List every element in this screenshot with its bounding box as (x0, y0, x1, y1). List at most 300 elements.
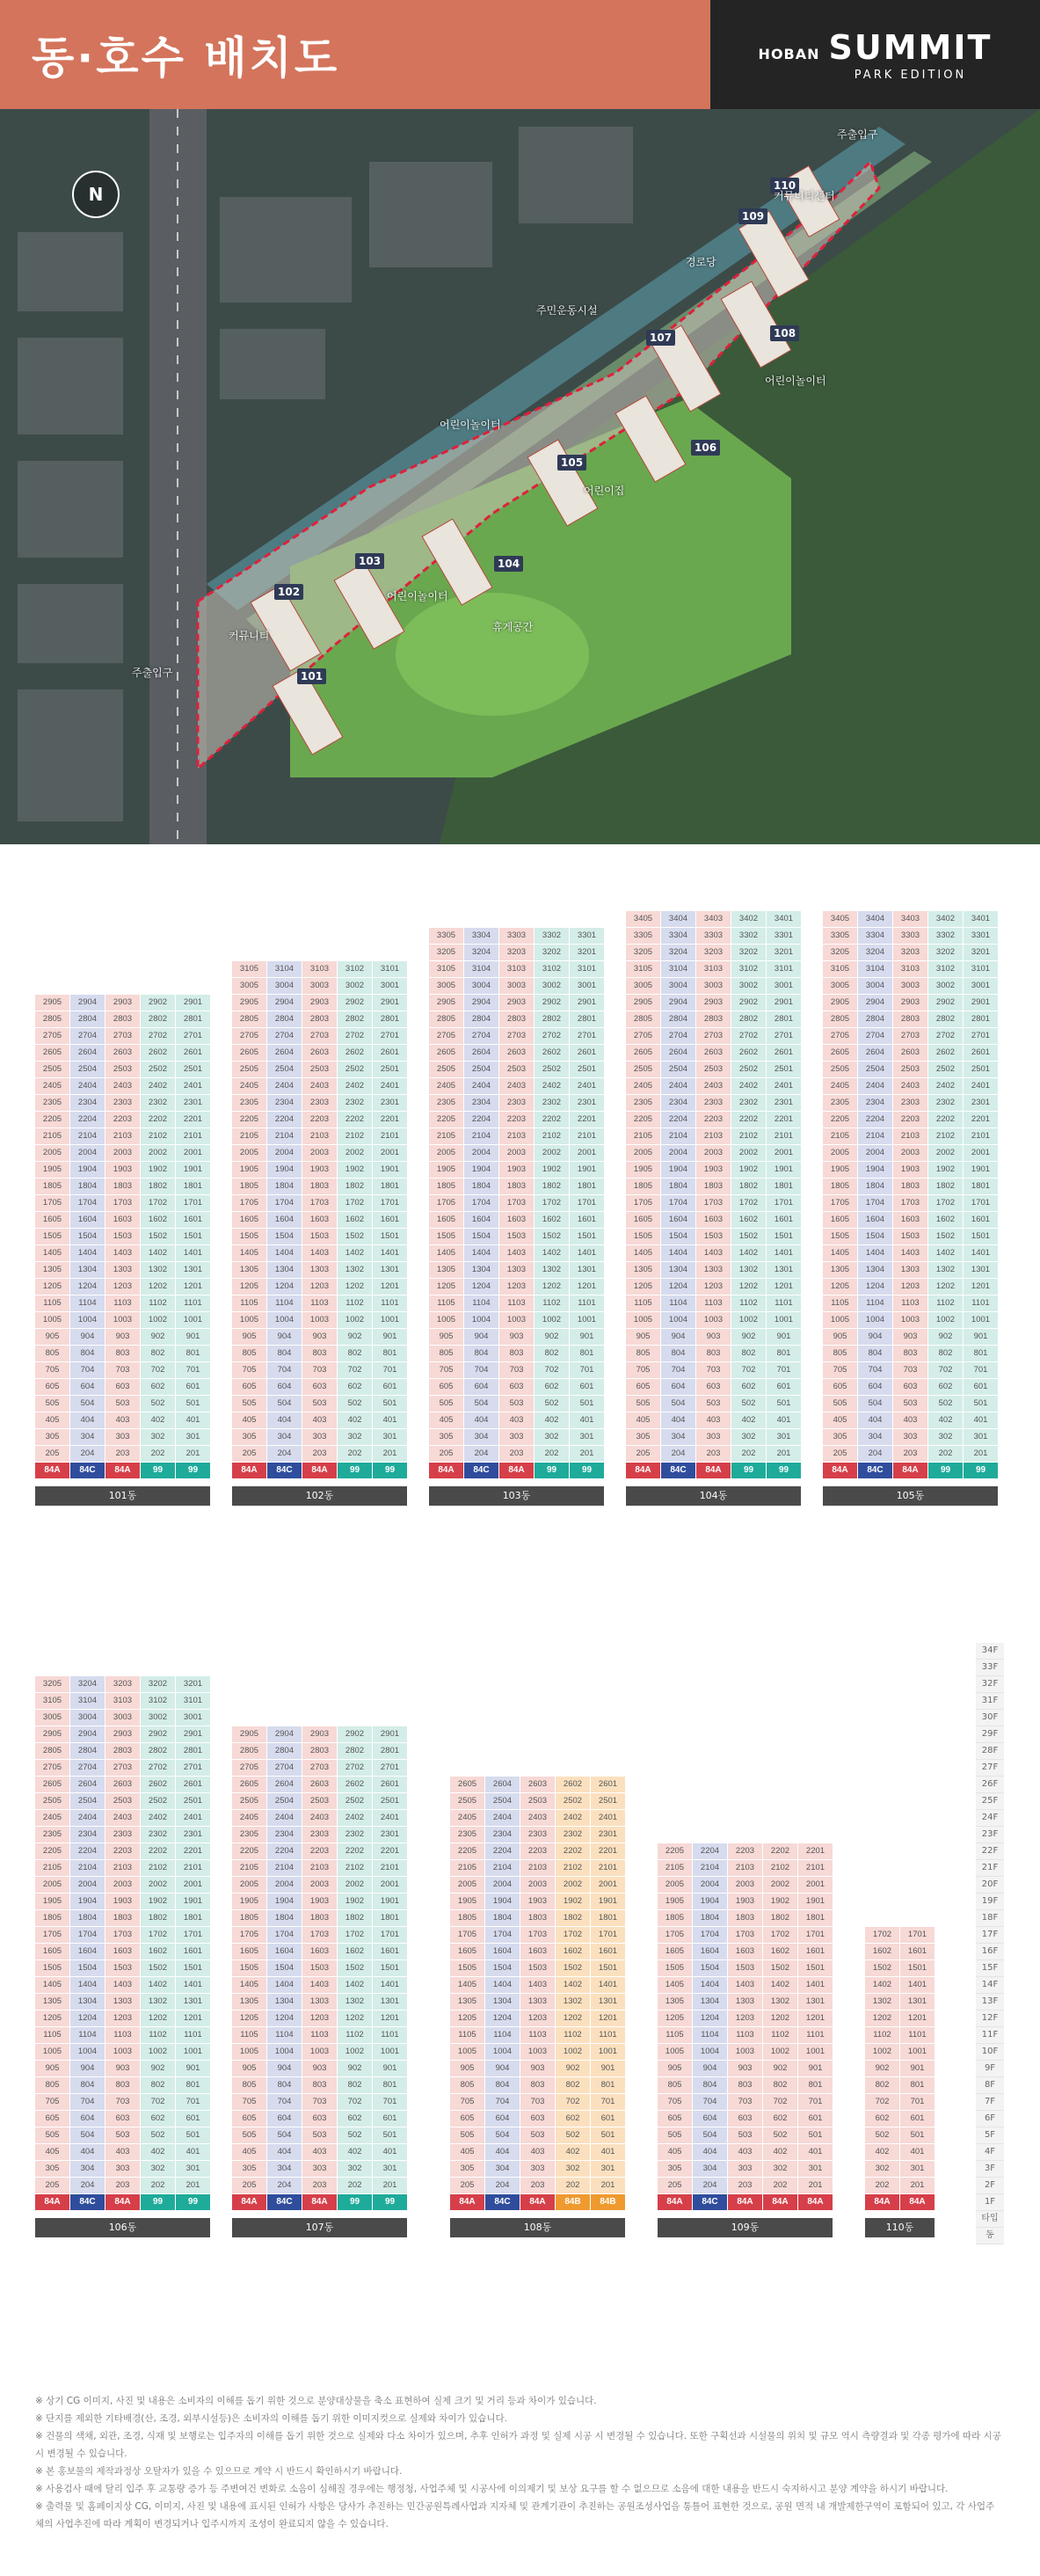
unit-cell: 3003 (105, 1710, 140, 1726)
floor-row (658, 2061, 833, 2077)
unit-cell: 2002 (338, 1877, 372, 1893)
unit-type-label: 84A (658, 2194, 692, 2210)
unit-cell: 301 (373, 1429, 407, 1445)
unit-cell: 601 (373, 1379, 407, 1395)
unit-cell: 1405 (626, 1245, 660, 1261)
unit-cell: 1403 (520, 1977, 555, 1993)
unit-cell: 1405 (429, 1245, 463, 1261)
unit-cell: 2301 (570, 1095, 604, 1111)
floor-row (35, 2061, 211, 2077)
unit-cell: 3001 (176, 1710, 210, 1726)
unit-cell: 1103 (302, 1295, 337, 1311)
unit-cell: 505 (626, 1396, 660, 1412)
unit-cell: 1703 (105, 1195, 140, 1211)
unit-cell: 703 (893, 1362, 927, 1378)
building-name-label: 109동 (658, 2218, 833, 2237)
unit-cell: 2404 (661, 1078, 695, 1094)
unit-cell: 2404 (858, 1078, 892, 1094)
floor-row (626, 1028, 802, 1045)
floor-row (865, 1994, 935, 2010)
unit-cell: 304 (693, 2161, 727, 2177)
unit-cell: 1301 (176, 1262, 210, 1278)
unit-cell: 301 (964, 1429, 998, 1445)
unit-cell: 2603 (302, 1777, 337, 1792)
unit-type-label: 99 (373, 1463, 407, 1478)
unit-cell: 3403 (893, 911, 927, 927)
unit-cell: 1603 (520, 1944, 555, 1959)
unit-cell: 1001 (373, 1312, 407, 1328)
unit-cell: 902 (556, 2061, 590, 2076)
unit-cell: 2203 (105, 1112, 140, 1127)
unit-cell: 1803 (728, 1910, 762, 1926)
floor-row (450, 1877, 626, 1894)
unit-cell: 902 (928, 1329, 963, 1345)
unit-cell: 2102 (141, 1128, 175, 1144)
floor-row (232, 1379, 408, 1396)
floor-row (823, 1078, 999, 1095)
unit-cell: 2004 (267, 1145, 302, 1161)
unit-cell: 1103 (302, 2027, 337, 2043)
unit-cell: 503 (520, 2127, 555, 2143)
unit-cell: 403 (696, 1412, 731, 1428)
floor-row (450, 1843, 626, 1860)
unit-cell: 2101 (570, 1128, 604, 1144)
floor-row (626, 1112, 802, 1128)
floor-label: 33F (976, 1660, 1004, 1676)
floor-row (450, 2027, 626, 2044)
unit-cell: 2004 (70, 1145, 105, 1161)
unit-cell: 3404 (858, 911, 892, 927)
unit-cell: 3305 (626, 928, 660, 944)
unit-cell: 2401 (176, 1078, 210, 1094)
unit-cell: 303 (520, 2161, 555, 2177)
unit-cell: 2203 (520, 1843, 555, 1859)
floor-row (429, 1179, 605, 1195)
floor-row (35, 1396, 211, 1412)
map-label: 어린이놀이터 (765, 375, 826, 387)
unit-cell: 2502 (731, 1062, 766, 1077)
floor-label: 29F (976, 1726, 1004, 1743)
unit-cell: 604 (485, 2111, 520, 2127)
unit-cell: 1403 (302, 1245, 337, 1261)
floor-row (450, 2144, 626, 2161)
unit-cell: 1401 (900, 1977, 935, 1993)
unit-cell: 1705 (658, 1927, 692, 1943)
floor-row (232, 1229, 408, 1245)
unit-cell: 1204 (70, 1279, 105, 1295)
unit-cell: 1001 (964, 1312, 998, 1328)
unit-cell: 1302 (535, 1262, 569, 1278)
floor-row (865, 2178, 935, 2194)
unit-cell: 2801 (373, 1743, 407, 1759)
floor-label: 23F (976, 1827, 1004, 1843)
unit-cell: 704 (70, 1362, 105, 1378)
unit-cell: 303 (105, 1429, 140, 1445)
unit-cell: 2604 (70, 1045, 105, 1061)
unit-cell: 601 (570, 1379, 604, 1395)
unit-cell: 1504 (267, 1960, 302, 1976)
unit-cell: 2604 (464, 1045, 498, 1061)
unit-cell: 1801 (176, 1179, 210, 1194)
unit-cell: 1404 (70, 1977, 105, 1993)
unit-cell: 2605 (35, 1045, 69, 1061)
unit-cell: 204 (267, 2178, 302, 2193)
unit-cell: 1704 (693, 1927, 727, 1943)
unit-cell: 2004 (70, 1877, 105, 1893)
unit-cell: 1103 (728, 2027, 762, 2043)
unit-cell: 904 (485, 2061, 520, 2076)
floor-row (35, 1944, 211, 1960)
building-name-label: 110동 (865, 2218, 935, 2237)
building-chart (626, 911, 802, 1506)
unit-cell: 3102 (731, 961, 766, 977)
unit-cell: 1701 (176, 1927, 210, 1943)
unit-cell: 603 (696, 1379, 731, 1395)
unit-cell: 3002 (338, 978, 372, 994)
floor-row (232, 1429, 408, 1446)
floor-row (35, 1777, 211, 1793)
floor-row (232, 1128, 408, 1145)
unit-cell: 2901 (570, 995, 604, 1011)
map-label: 커뮤니티 (229, 630, 270, 642)
unit-cell: 1603 (105, 1944, 140, 1959)
unit-cell: 2502 (338, 1793, 372, 1809)
floor-row (658, 1843, 833, 1860)
unit-cell: 2801 (373, 1011, 407, 1027)
unit-cell: 701 (570, 1362, 604, 1378)
unit-cell: 2201 (964, 1112, 998, 1127)
unit-cell: 404 (485, 2144, 520, 2160)
unit-type-label: 84A (105, 1463, 140, 1478)
unit-cell: 1001 (767, 1312, 801, 1328)
unit-cell: 304 (70, 1429, 105, 1445)
unit-cell: 2402 (556, 1810, 590, 1826)
unit-cell: 3004 (661, 978, 695, 994)
unit-cell: 1202 (535, 1279, 569, 1295)
floor-row (232, 1212, 408, 1229)
unit-cell: 3401 (964, 911, 998, 927)
unit-cell: 1601 (900, 1944, 935, 1959)
unit-cell: 2703 (105, 1028, 140, 1044)
unit-cell: 402 (731, 1412, 766, 1428)
unit-cell: 703 (302, 2094, 337, 2110)
floor-row (626, 1195, 802, 1212)
unit-cell: 2802 (338, 1743, 372, 1759)
unit-cell: 602 (141, 1379, 175, 1395)
unit-cell: 2903 (696, 995, 731, 1011)
unit-cell: 601 (767, 1379, 801, 1395)
unit-cell: 2301 (176, 1095, 210, 1111)
unit-cell: 1501 (570, 1229, 604, 1244)
unit-cell: 2805 (232, 1743, 266, 1759)
unit-cell: 3304 (661, 928, 695, 944)
floor-row (429, 1346, 605, 1362)
unit-cell: 1501 (964, 1229, 998, 1244)
unit-cell: 305 (35, 1429, 69, 1445)
floor-row (450, 2061, 626, 2077)
unit-cell: 2203 (893, 1112, 927, 1127)
unit-cell: 1203 (302, 2010, 337, 2026)
unit-cell: 2703 (893, 1028, 927, 1044)
unit-cell: 1805 (626, 1179, 660, 1194)
unit-cell: 1201 (570, 1279, 604, 1295)
unit-cell: 2803 (696, 1011, 731, 1027)
unit-cell: 802 (865, 2077, 899, 2093)
unit-cell: 1004 (485, 2044, 520, 2060)
unit-cell: 1601 (176, 1944, 210, 1959)
unit-cell: 901 (798, 2061, 833, 2076)
floor-row (429, 1396, 605, 1412)
unit-cell: 1002 (338, 2044, 372, 2060)
type-row (429, 1463, 605, 1479)
unit-cell: 3302 (535, 928, 569, 944)
unit-cell: 904 (661, 1329, 695, 1345)
unit-cell: 1102 (731, 1295, 766, 1311)
unit-cell: 1105 (626, 1295, 660, 1311)
floor-row (232, 995, 408, 1011)
unit-cell: 2105 (35, 1860, 69, 1876)
unit-cell: 1301 (373, 1994, 407, 2010)
unit-cell: 205 (626, 1446, 660, 1462)
floor-label: 4F (976, 2144, 1004, 2161)
unit-cell: 1905 (35, 1162, 69, 1178)
unit-cell: 1502 (141, 1229, 175, 1244)
unit-cell: 202 (338, 1446, 372, 1462)
unit-cell: 1802 (731, 1179, 766, 1194)
unit-cell: 2804 (267, 1743, 302, 1759)
floor-row (823, 1429, 999, 1446)
unit-cell: 2104 (661, 1128, 695, 1144)
unit-cell: 2301 (964, 1095, 998, 1111)
unit-cell: 1905 (232, 1162, 266, 1178)
unit-cell: 2704 (267, 1028, 302, 1044)
floor-row (658, 2161, 833, 2178)
unit-type-label: 84A (798, 2194, 833, 2210)
unit-cell: 2902 (338, 995, 372, 1011)
unit-cell: 1303 (696, 1262, 731, 1278)
unit-cell: 1605 (232, 1212, 266, 1228)
unit-cell: 2002 (141, 1877, 175, 1893)
unit-cell: 602 (865, 2111, 899, 2127)
unit-cell: 602 (928, 1379, 963, 1395)
floor-row (232, 1095, 408, 1112)
unit-cell: 1205 (232, 1279, 266, 1295)
unit-cell: 501 (798, 2127, 833, 2143)
unit-cell: 1803 (105, 1179, 140, 1194)
unit-cell: 405 (658, 2144, 692, 2160)
unit-cell: 201 (176, 2178, 210, 2193)
unit-cell: 1302 (141, 1262, 175, 1278)
unit-cell: 1701 (964, 1195, 998, 1211)
unit-cell: 1905 (232, 1894, 266, 1909)
unit-cell: 605 (429, 1379, 463, 1395)
unit-cell: 2304 (267, 1827, 302, 1843)
unit-cell: 2601 (767, 1045, 801, 1061)
unit-cell: 2703 (302, 1028, 337, 1044)
unit-cell: 2301 (176, 1827, 210, 1843)
floor-row (35, 2127, 211, 2144)
floor-row (626, 1078, 802, 1095)
unit-cell: 205 (232, 1446, 266, 1462)
unit-cell: 2403 (499, 1078, 534, 1094)
unit-cell: 905 (35, 1329, 69, 1345)
unit-cell: 1404 (464, 1245, 498, 1261)
unit-cell: 2703 (696, 1028, 731, 1044)
unit-cell: 501 (964, 1396, 998, 1412)
unit-cell: 1202 (928, 1279, 963, 1295)
unit-cell: 1202 (338, 1279, 372, 1295)
floor-row (823, 1145, 999, 1162)
unit-cell: 603 (499, 1379, 534, 1395)
unit-cell: 3402 (928, 911, 963, 927)
floor-row (35, 1095, 211, 1112)
unit-cell: 603 (105, 1379, 140, 1395)
unit-cell: 2801 (767, 1011, 801, 1027)
unit-cell: 2701 (176, 1760, 210, 1776)
floor-row (232, 1760, 408, 1777)
floor-row (450, 2178, 626, 2194)
unit-cell: 3003 (302, 978, 337, 994)
unit-cell: 503 (105, 2127, 140, 2143)
floor-row (35, 1162, 211, 1179)
unit-cell: 1605 (35, 1212, 69, 1228)
floor-row (823, 1329, 999, 1346)
unit-cell: 1805 (450, 1910, 484, 1926)
unit-type-label: 84C (485, 2194, 520, 2210)
floor-row (35, 1279, 211, 1295)
floor-label: 3F (976, 2161, 1004, 2178)
unit-cell: 1705 (450, 1927, 484, 1943)
floor-row (35, 1446, 211, 1463)
unit-cell: 1804 (693, 1910, 727, 1926)
unit-cell: 2003 (728, 1877, 762, 1893)
unit-cell: 2504 (267, 1793, 302, 1809)
unit-cell: 2405 (626, 1078, 660, 1094)
unit-cell: 1602 (731, 1212, 766, 1228)
unit-cell: 2405 (450, 1810, 484, 1826)
unit-cell: 2804 (70, 1011, 105, 1027)
unit-cell: 804 (661, 1346, 695, 1361)
unit-cell: 2404 (267, 1078, 302, 1094)
unit-cell: 3203 (696, 945, 731, 960)
unit-cell: 1901 (591, 1894, 625, 1909)
unit-cell: 2802 (141, 1011, 175, 1027)
unit-cell: 205 (35, 1446, 69, 1462)
unit-cell: 701 (767, 1362, 801, 1378)
unit-cell: 1201 (964, 1279, 998, 1295)
unit-cell: 1901 (373, 1162, 407, 1178)
unit-cell: 1002 (763, 2044, 797, 2060)
unit-cell: 3305 (429, 928, 463, 944)
unit-cell: 1601 (176, 1212, 210, 1228)
unit-cell: 502 (338, 1396, 372, 1412)
unit-cell: 3305 (823, 928, 857, 944)
unit-cell: 2801 (964, 1011, 998, 1027)
unit-cell: 904 (267, 2061, 302, 2076)
floor-row (35, 1429, 211, 1446)
floor-row (232, 1279, 408, 1295)
floor-row (429, 1162, 605, 1179)
unit-cell: 2104 (70, 1860, 105, 1876)
unit-cell: 303 (893, 1429, 927, 1445)
unit-cell: 2001 (591, 1877, 625, 1893)
unit-cell: 905 (232, 2061, 266, 2076)
floor-row (429, 1145, 605, 1162)
unit-cell: 1503 (105, 1960, 140, 1976)
floor-row (429, 928, 605, 945)
unit-cell: 601 (176, 1379, 210, 1395)
unit-cell: 302 (763, 2161, 797, 2177)
unit-cell: 1801 (373, 1179, 407, 1194)
unit-cell: 2202 (928, 1112, 963, 1127)
floor-row (823, 1195, 999, 1212)
unit-cell: 2201 (570, 1112, 604, 1127)
unit-cell: 2703 (302, 1760, 337, 1776)
unit-cell: 504 (693, 2127, 727, 2143)
unit-cell: 1004 (693, 2044, 727, 2060)
unit-cell: 1802 (763, 1910, 797, 1926)
unit-cell: 1302 (731, 1262, 766, 1278)
unit-cell: 2404 (464, 1078, 498, 1094)
floor-row (232, 1827, 408, 1843)
unit-cell: 1401 (798, 1977, 833, 1993)
unit-cell: 1702 (556, 1927, 590, 1943)
unit-cell: 2105 (232, 1128, 266, 1144)
floor-row (450, 1810, 626, 1827)
unit-cell: 503 (302, 1396, 337, 1412)
floor-row (232, 1810, 408, 1827)
unit-cell: 1703 (520, 1927, 555, 1943)
unit-cell: 403 (499, 1412, 534, 1428)
floor-row (450, 1960, 626, 1977)
unit-cell: 204 (267, 1446, 302, 1462)
unit-cell: 605 (232, 2111, 266, 2127)
unit-cell: 901 (900, 2061, 935, 2076)
unit-cell: 1102 (865, 2027, 899, 2043)
unit-cell: 1505 (232, 1960, 266, 1976)
floor-row (429, 1095, 605, 1112)
unit-cell: 2605 (450, 1777, 484, 1792)
floor-row (232, 2027, 408, 2044)
unit-cell: 2002 (763, 1877, 797, 1893)
floor-row (35, 1877, 211, 1894)
unit-cell: 1705 (823, 1195, 857, 1211)
unit-cell: 2604 (267, 1045, 302, 1061)
floor-row (865, 2077, 935, 2094)
floor-row (35, 2094, 211, 2111)
unit-cell: 2604 (661, 1045, 695, 1061)
unit-cell: 1605 (450, 1944, 484, 1959)
floor-row (865, 2127, 935, 2144)
unit-cell: 1302 (556, 1994, 590, 2010)
building-name-label: 102동 (232, 1486, 407, 1506)
unit-cell: 1603 (893, 1212, 927, 1228)
unit-cell: 702 (338, 1362, 372, 1378)
unit-cell: 701 (900, 2094, 935, 2110)
floor-row (823, 1262, 999, 1279)
unit-cell: 505 (823, 1396, 857, 1412)
unit-cell: 2003 (105, 1877, 140, 1893)
unit-cell: 1202 (731, 1279, 766, 1295)
unit-cell: 1903 (302, 1894, 337, 1909)
unit-cell: 1902 (731, 1162, 766, 1178)
floor-row (232, 2144, 408, 2161)
floor-row (658, 1960, 833, 1977)
unit-cell: 1802 (338, 1910, 372, 1926)
unit-cell: 905 (450, 2061, 484, 2076)
floor-row (429, 1245, 605, 1262)
unit-cell: 1703 (302, 1195, 337, 1211)
